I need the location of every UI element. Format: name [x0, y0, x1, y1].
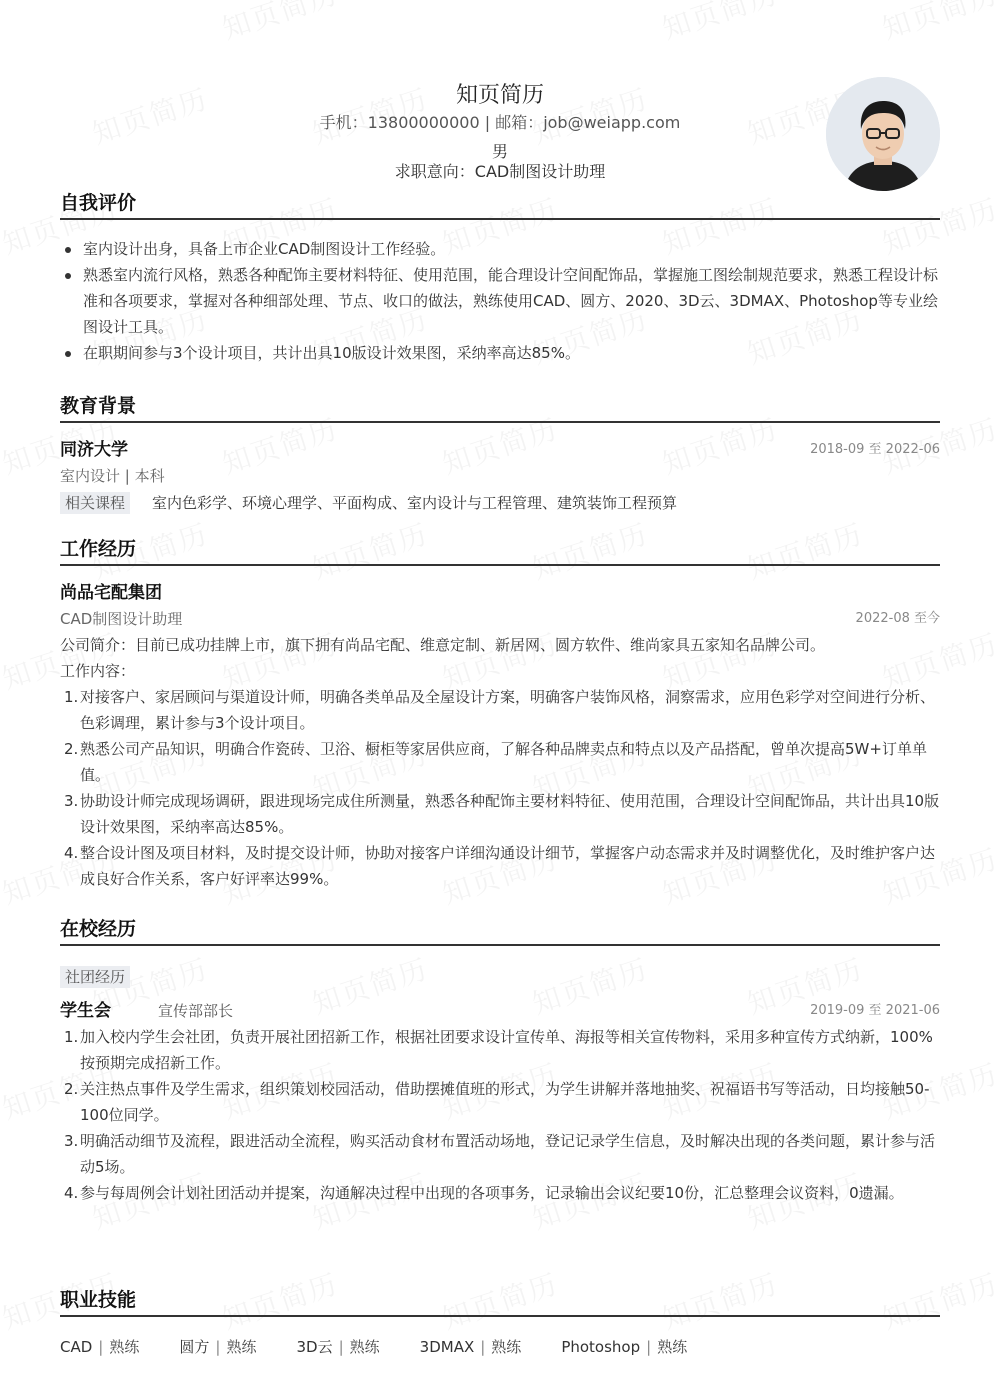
list-item: 熟悉室内流行风格，熟悉各种配饰主要材料特征、使用范围，能合理设计空间配饰品，掌握施工图绘制规范要求，熟悉工程设计标准和各项要求，掌握对各种细部处理、节点、收口的做法，熟练使用CAD、圆方、2020、3D云、3DMAX、Photoshop等专业绘图设计工具。 [60, 262, 940, 340]
self-evaluation-list [60, 236, 940, 366]
section-title: 教育背景 [60, 393, 940, 423]
campus-section [60, 916, 940, 1206]
list-item: 4. 参与每周例会计划社团活动并提案，沟通解决过程中出现的各项事务，记录输出会议纪要10份，汇总整理会议资料，0遗漏。 [64, 1184, 904, 1202]
section-title: 职业技能 [60, 1287, 940, 1317]
campus-org-row [60, 998, 940, 1024]
section-title: 自我评价 [60, 190, 940, 220]
avatar-portrait-icon [826, 77, 940, 191]
skill-item: 圆方 | 熟练 [179, 1338, 257, 1356]
job-intent: 求职意向：CAD制图设计助理 [394, 162, 606, 181]
avatar [826, 77, 940, 191]
course-list: 室内色彩学、环境心理学、平面构成、室内设计与工程管理、建筑装饰工程预算 [152, 494, 678, 512]
list-item: 4. 整合设计图及项目材料，及时提交设计师，协助对接客户详细沟通设计细节，掌握客户动态需求并及时调整优化，及时维护客户达成良好合作关系，客户好评率达99%。 [64, 844, 936, 888]
self-evaluation-section [60, 190, 940, 366]
skill-list [60, 1335, 940, 1359]
campus-duty-list [60, 1024, 940, 1206]
list-item: 3. 明确活动细节及流程，跟进活动全流程，购买活动食材布置活动场地，登记记录学生信息，及时解决出现的各类问题，累计参与活动5场。 [64, 1132, 936, 1176]
work-content-label: 工作内容： [60, 662, 136, 680]
gender: 男 [491, 142, 508, 161]
section-title: 工作经历 [60, 536, 940, 566]
club-tag: 社团经历 [60, 966, 130, 988]
list-item: 1. 对接客户、家居顾问与渠道设计师，明确各类单品及全屋设计方案，明确客户装饰风格，洞察需求，应用色彩学对空间进行分析、色彩调理，累计参与3个设计项目。 [64, 688, 936, 732]
list-item: 3. 协助设计师完成现场调研，跟进现场完成住所测量，熟悉各种配饰主要材料特征、使用范围，合理设计空间配饰品，共计出具10版设计效果图，采纳率高达85%。 [64, 792, 940, 836]
school-name: 同济大学 [60, 440, 128, 460]
list-item: 1. 加入校内学生会社团，负责开展社团招新工作，根据社团要求设计宣传单、海报等相关宣传物料，采用多种宣传方式纳新，100%按预期完成招新工作。 [64, 1028, 933, 1072]
contact-info: 手机：13800000000 | 邮箱：job@weiapp.com [319, 113, 681, 132]
skill-item: 3DMAX | 熟练 [419, 1338, 522, 1356]
skill-item: CAD | 熟练 [60, 1338, 140, 1356]
work-duty-list [60, 684, 940, 892]
skill-item: 3D云 | 熟练 [296, 1338, 380, 1356]
section-title: 在校经历 [60, 916, 940, 946]
company-intro: 公司简介：目前已成功挂牌上市，旗下拥有尚品宅配、维意定制、新居网、圆方软件、维尚家具五家知名品牌公司。 [60, 636, 826, 654]
list-item: 2. 熟悉公司产品知识，明确合作瓷砖、卫浴、橱柜等家居供应商，了解各种品牌卖点和特点以及产品搭配，曾单次提高5W+订单单值。 [64, 740, 927, 784]
major-degree: 室内设计 | 本科 [60, 467, 165, 485]
skills-section [60, 1287, 940, 1359]
company-row [60, 580, 940, 606]
education-section [60, 393, 940, 517]
list-item: 在职期间参与3个设计项目，共计出具10版设计效果图，采纳率高达85%。 [60, 340, 940, 366]
org-role: 宣传部部长 [158, 1002, 234, 1020]
position-row [60, 606, 940, 632]
company-name: 尚品宅配集团 [60, 583, 162, 603]
org-name: 学生会 [60, 1001, 111, 1021]
list-item: 2. 关注热点事件及学生需求，组织策划校园活动，借助摆摊值班的形式，为学生讲解并落地抽奖、祝福语书写等活动，日均接触50-100位同学。 [64, 1080, 930, 1124]
position-title: CAD制图设计助理 [60, 610, 183, 628]
candidate-name: 知页简历 [455, 83, 544, 108]
course-tag: 相关课程 [60, 492, 130, 514]
education-row [60, 437, 940, 463]
work-date: 2022-08 至今 [855, 611, 940, 626]
work-section [60, 536, 940, 892]
education-date: 2018-09 至 2022-06 [810, 442, 940, 457]
list-item: 室内设计出身，具备上市企业CAD制图设计工作经验。 [60, 236, 940, 262]
campus-tag-row [60, 966, 940, 992]
resume-page [60, 0, 940, 1356]
campus-date: 2019-09 至 2021-06 [810, 1003, 940, 1018]
course-row [60, 489, 940, 517]
skill-item: Photoshop | 熟练 [561, 1338, 688, 1356]
resume-header [60, 0, 940, 185]
